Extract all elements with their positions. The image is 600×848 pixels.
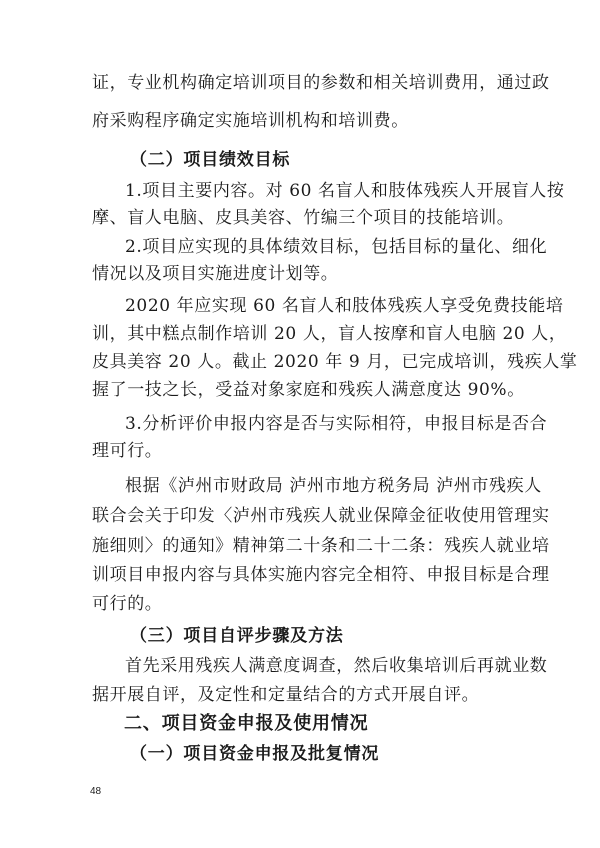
body-text-line: 证，专业机构确定培训项目的参数和相关培训费用，通过政 [92,73,550,93]
page-number: 48 [90,786,102,797]
body-text-line: 府采购程序确定实施培训机构和培训费。 [92,111,409,131]
body-text-line: 根据《泸州市财政局 泸州市地方税务局 泸州市残疾人 [125,476,542,496]
body-text-line: 联合会关于印发〈泸州市残疾人就业保障金征收使用管理实 [92,506,550,526]
body-text-line: 理可行。 [92,441,163,461]
body-text-line: 训项目申报内容与具体实施内容完全相符、申报目标是合理 [92,565,550,585]
body-text-line: 皮具美容 20 人。截止 2020 年 9 月，已完成培训，残疾人掌 [92,352,578,372]
body-text-line: 1.项目主要内容。对 60 名盲人和肢体残疾人开展盲人按 [125,181,565,201]
section-heading-self-evaluation: （三）项目自评步骤及方法 [130,626,344,646]
section-heading-funding-approval: （一）项目资金申报及批复情况 [130,744,380,764]
body-text-line: 据开展自评，及定性和定量结合的方式开展自评。 [92,685,480,705]
body-text-line: 3.分析评价申报内容是否与实际相符，申报目标是否合 [125,414,548,434]
body-text-line: 首先采用残疾人满意度调查，然后收集培训后再就业数 [125,656,548,676]
body-text-line: 可行的。 [92,594,163,614]
body-text-line: 2.项目应实现的具体绩效目标，包括目标的量化、细化 [125,237,548,257]
body-text-line: 握了一技之长，受益对象家庭和残疾人满意度达 90%。 [92,380,525,400]
body-text-line: 摩、盲人电脑、皮具美容、竹编三个项目的技能培训。 [92,208,515,228]
body-text-line: 情况以及项目实施进度计划等。 [92,264,339,284]
body-text-line: 施细则〉的通知》精神第二十条和二十二条：残疾人就业培 [92,536,550,556]
main-heading-funding: 二、项目资金申报及使用情况 [124,713,369,734]
section-heading-performance-goals: （二）项目绩效目标 [130,150,291,170]
body-text-line: 2020 年应实现 60 名盲人和肢体残疾人享受免费技能培 [125,296,564,316]
body-text-line: 训，其中糕点制作培训 20 人，盲人按摩和盲人电脑 20 人， [92,324,567,344]
